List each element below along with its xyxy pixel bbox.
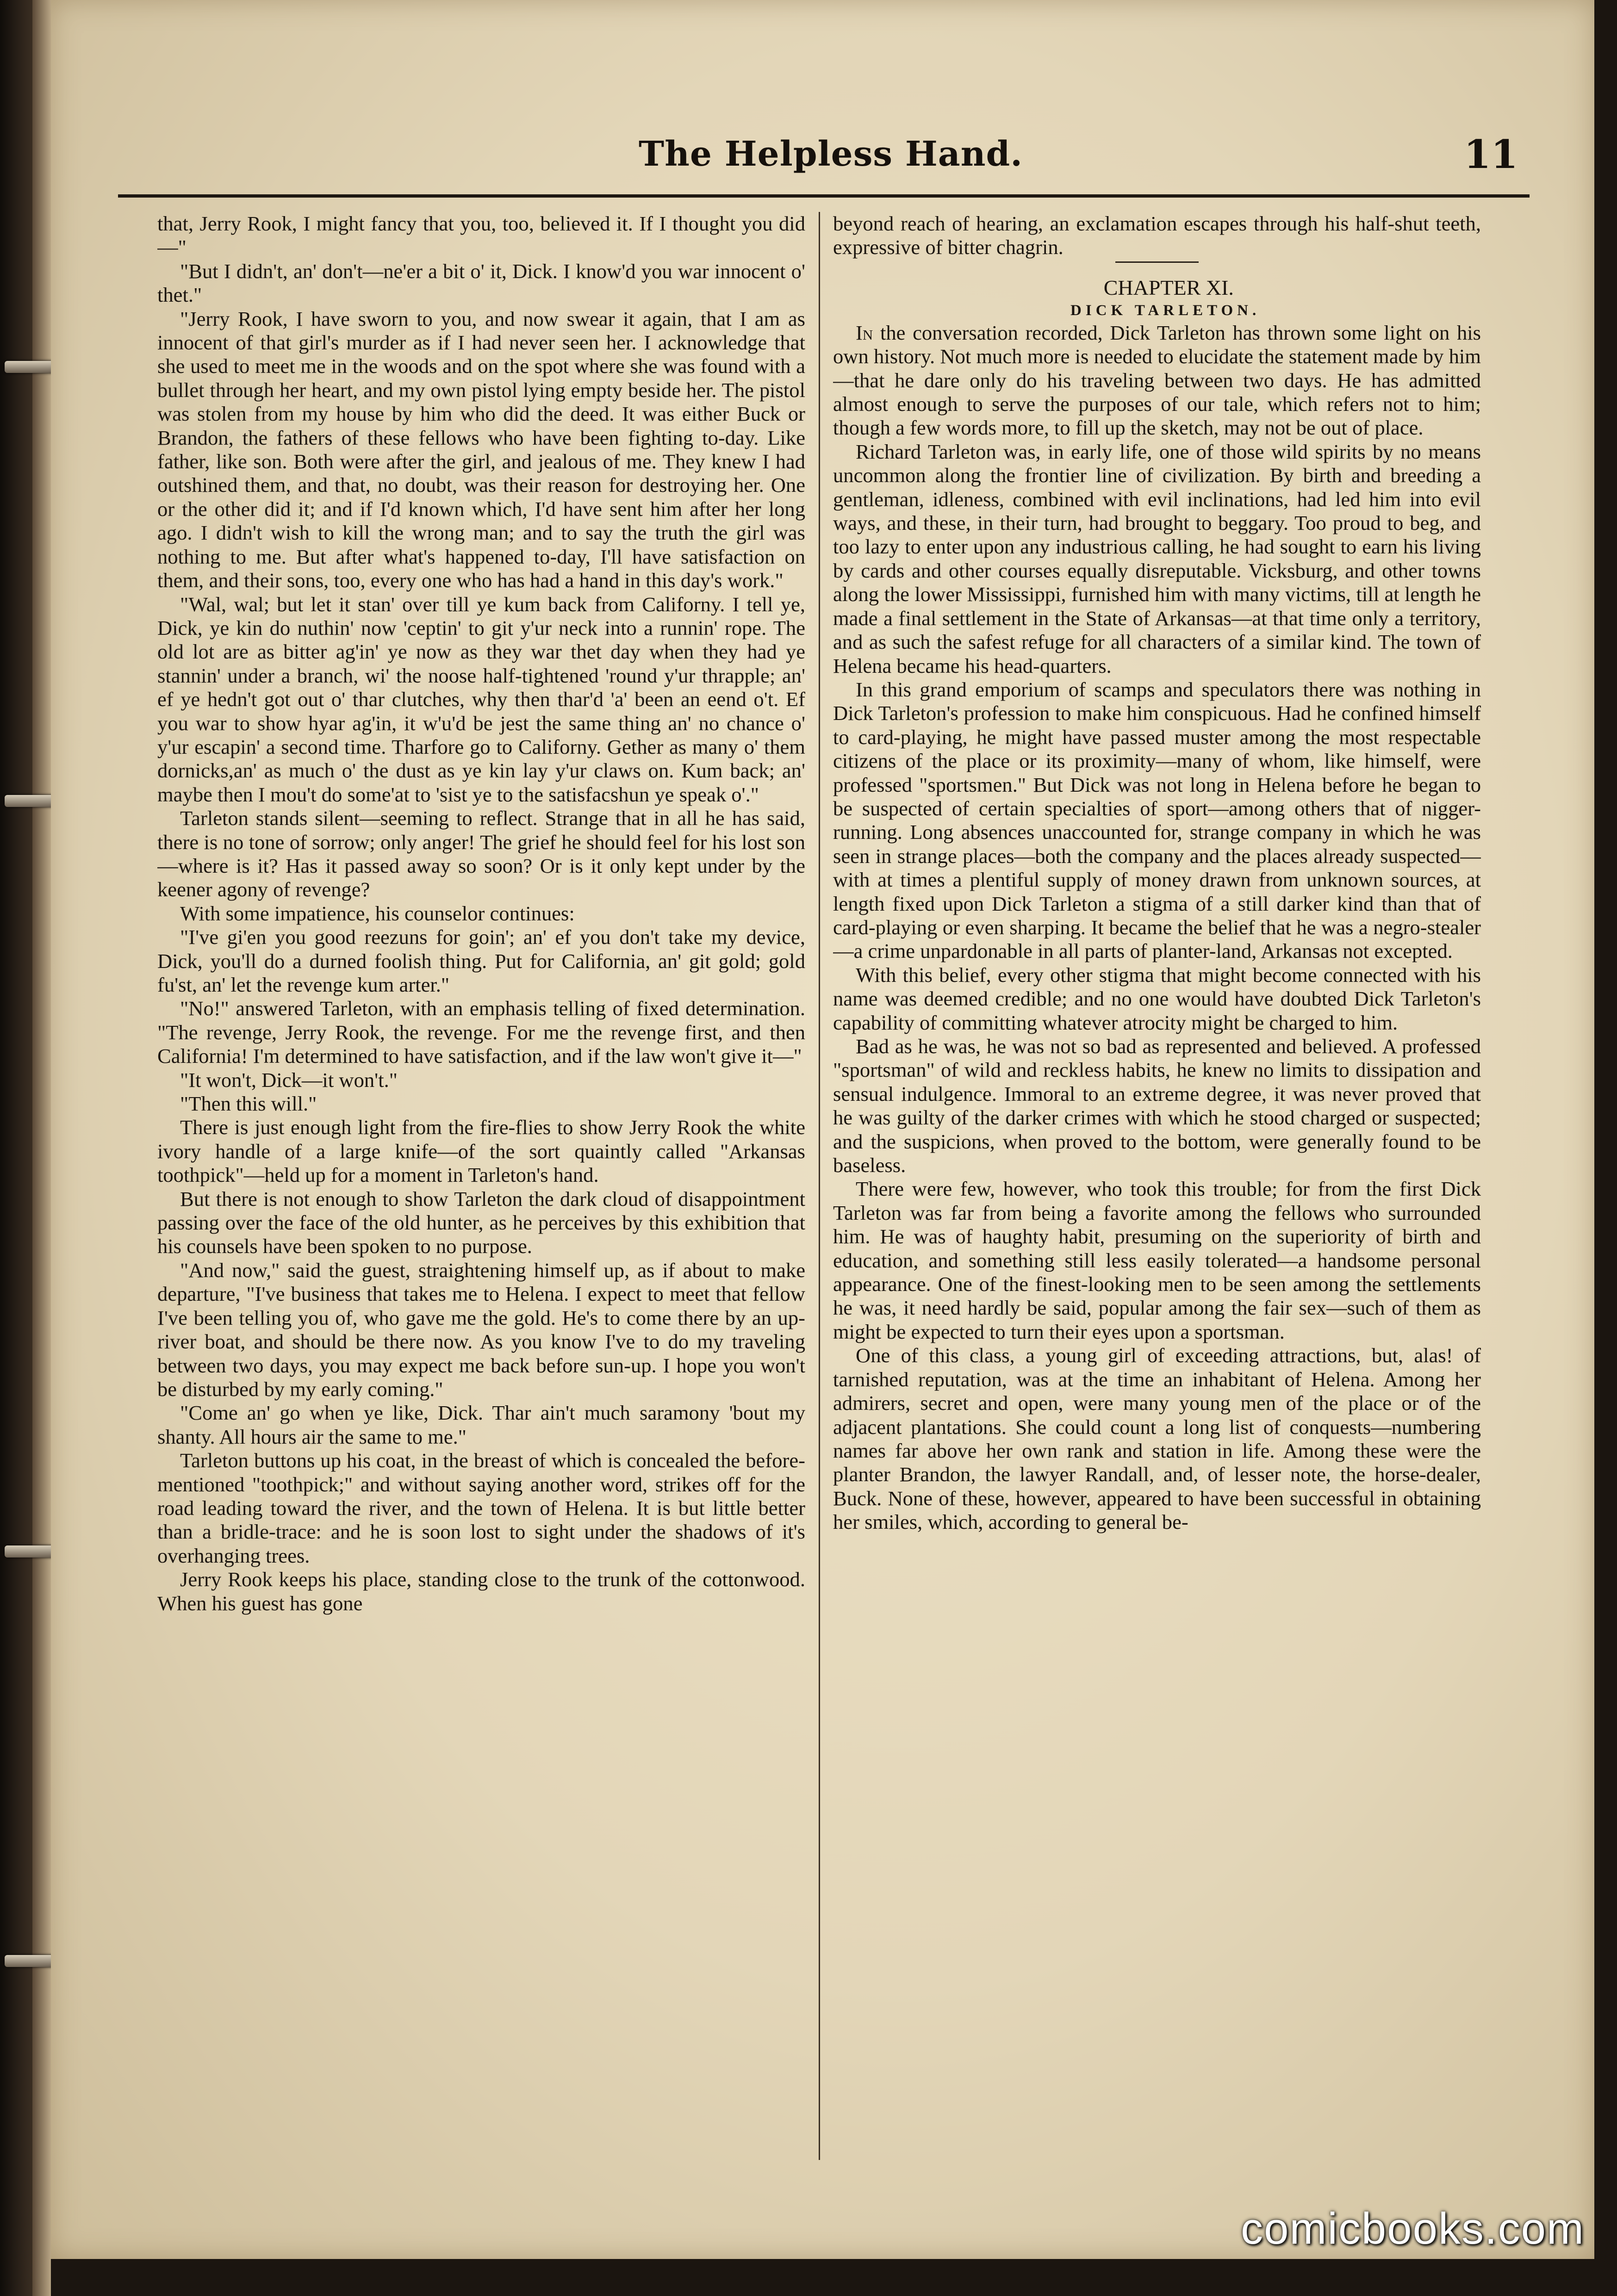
paragraph: Richard Tarleton was, in early life, one of those wild spirits by no means uncommon along the frontier line of civilization. By birth and breeding a gentleman, idleness, combined with evil inclinations, had led him into evil ways, and these, in their turn, had brought to beggary. Too proud to beg, and too lazy to enter upon any industrious calling, he had sought to earn his living by cards and other courses equally disreputable. Vicksburg, and other towns along the lower Mississippi, furnished him with many victims, till at length he made a final settlement in the State of Arkansas—at that time only a territory, and as such the safest refuge for all characters of a similar kind. The town of Helena became his head-quarters. (833, 440, 1481, 677)
paragraph: One of this class, a young girl of exceeding attractions, but, alas! of tarnished reputation, was at the time an inhabitant of Helena. Among her admirers, secret and open, were many young men of the place or of the adjacent plantations. She could count a long list of conquests—numbering names far above her own rank and station in life. Among these were the planter Brandon, the lawyer Randall, and, of lesser note, the horse-dealer, Buck. None of these, however, appeared to have been successful in obtaining her smiles, which, according to general be- (833, 1344, 1481, 1534)
paragraph: "But I didn't, an' don't—ne'er a bit o' it, Dick. I know'd you war innocent o' thet." (157, 259, 805, 307)
running-title: The Helpless Hand. (639, 134, 1023, 174)
paragraph: Tarleton stands silent—seeming to reflect. Strange that in all he has said, there is no tone of sorrow; only anger! The grief he should feel for his lost son—where is it? Has it passed away so soon? Or is it only kept under by the keener agony of revenge? (157, 807, 805, 901)
site-watermark: comicbooks.com (1241, 2204, 1585, 2253)
section-rule (1115, 261, 1199, 263)
paragraph: "Then this will." (180, 1092, 317, 1116)
chapter-first-word: In (856, 321, 873, 344)
paragraph: In this grand emporium of scamps and speculators there was nothing in Dick Tarleton's profession to make him conspicuous. Had he confined himself to card-playing, he might have passed muster among the most respectable citizens of the place or its proximity—many of whom, like himself, were professed "sportsmen." But Dick was not long in Helena before he began to be suspected of certain specialties of sport—among others that of nigger-running. Long absences unaccounted for, strange company in which he was seen in strange places—both the company and the places already suspected—with at times a plentiful supply of money drawn from unknown sources, at length fixed upon Dick Tarleton a stigma of a still darker kind than that of card-playing or even sharping. It became the belief that he was a negro-stealer—a crime unpardonable in all parts of planter-land, Arkansas not excepted. (833, 677, 1481, 963)
paragraph: But there is not enough to show Tarleton the dark cloud of disappointment passing over the face of the old hunter, as he perceives by this exhibition that his counsels have been spoken to no purpose. (157, 1187, 805, 1258)
paragraph: beyond reach of hearing, an exclamation escapes through his half-shut teeth, expressive of bitter chagrin. (833, 212, 1481, 259)
chapter-title: CHAPTER XI. (1103, 275, 1234, 299)
paragraph: Bad as he was, he was not so bad as represented and believed. A professed "sportsman" of wild and reckless habits, he knew no limits to dissipation and sensual indulgence. Immoral to an extreme degree, it was never proved that he was guilty of the darker crimes with which he stood charged or suspected; and the suspicions, when proved to the bottom, were generally found to be baseless. (833, 1035, 1481, 1177)
page-header (111, 130, 1527, 194)
right-text-column (833, 212, 1481, 2155)
paragraph: There is just enough light from the fire-flies to show Jerry Rook the white ivory handle of a large knife—of the sort quaintly called "Arkansas toothpick"—held up for a moment in Tarleton's hand. (157, 1116, 805, 1187)
header-rule (118, 194, 1530, 198)
paragraph: Tarleton buttons up his coat, in the breast of which is concealed the before-mentioned "toothpick;" and without saying another word, strikes off for the road leading toward the river, and the town of Helena. It is but little better than a bridle-trace: and he is soon lost to sight under the shadows of it's overhanging trees. (157, 1449, 805, 1567)
paragraph: With this belief, every other stigma that might become connected with his name was deemed credible; and no one would have doubted Dick Tarleton's capability of committing whatever atrocity might be charged to him. (833, 963, 1481, 1034)
paragraph: "Jerry Rook, I have sworn to you, and now swear it again, that I am as innocent of that girl's murder as if I had never seen her. I acknowledge that she used to meet me in the woods and on the spot where she was found with a bullet through her heart, and my own pistol lying empty beside her. The pistol was stolen from my house by him who did the deed. It was either Buck or Brandon, the fathers of these fellows who have been fighting to-day. Like father, like son. Both were after the girl, and jealous of me. They knew I had outshined them, and that, no doubt, was their reason for destroying her. One or the other did it; and if I'd known which, I'd have sent him after her long ago. I didn't wish to kill the wrong man; and to say the truth the girl was nothing to me. But after what's happened to-day, I'll have satisfaction on them, and their sons, too, every one who has had a hand in this day's work." (157, 307, 805, 592)
chapter-opening-text: the conversation recorded, Dick Tarleton has thrown some light on his own history. Not much more is needed to elucidate the statement made by him—that he dare only do his traveling between two days. He has admitted almost enough to serve the purposes of our tale, which refers not to him; though a few words more, to fill up the sketch, may not be out of place. (833, 321, 1481, 440)
column-divider (819, 212, 820, 2160)
paragraph: Jerry Rook keeps his place, standing close to the trunk of the cottonwood. When his guest has gone (157, 1568, 805, 1615)
paragraph: "No!" answered Tarleton, with an emphasis telling of fixed determination. "The revenge, Jerry Rook, the revenge. For me the revenge first, and then California! I'm determined to have satisfaction, and if the law won't give it—" (157, 997, 805, 1068)
paragraph: "And now," said the guest, straightening himself up, as if about to make departure, "I've business that takes me to Helena. I expect to meet that fellow I've been telling you of, who gave me the gold. He's to come there by an up-river boat, and should be there now. As you know I've to do my traveling between two days, you may expect me back before sun-up. I hope you won't be disturbed by my early coming." (157, 1258, 805, 1401)
paragraph: "Wal, wal; but let it stan' over till ye kum back from Californy. I tell ye, Dick, ye kin do nuthin' now 'ceptin' to git y'ur neck into a runnin' rope. The old lot are as bitter ag'in' ye now as they war thet day when they had ye stannin' under a branch, wi' the noose half-tightened 'round y'ur thrapple; an' ef ye hedn't got out o' thar clutches, why then thar'd 'a' been an eend o't. Ef you war to show hyar ag'in, it w'u'd be jest the same thing an' no chance o' y'ur escapin' a second time. Tharfore go to Californy. Gether as many o' them dornicks,an' as much o' the dust as ye kin lay y'ur claws on. Kum back; an' maybe then I mou't do some'at to 'sist ye to the satisfacshun ye speak o'." (157, 592, 805, 806)
left-text-column (157, 212, 805, 2155)
paragraph: With some impatience, his counselor continues: (180, 901, 575, 925)
paragraph: that, Jerry Rook, I might fancy that you, too, believed it. If I thought you did—" (157, 212, 805, 259)
book-binding (0, 0, 32, 2296)
chapter-opening-paragraph (833, 321, 1481, 440)
page-spine-edge (32, 0, 51, 2296)
paragraph: "Come an' go when ye like, Dick. Thar ain't much saramony 'bout my shanty. All hours air the same to me." (157, 1401, 805, 1448)
page-number: 11 (1464, 131, 1518, 177)
paragraph: There were few, however, who took this trouble; for from the first Dick Tarleton was far from being a favorite among the fellows who surrounded him. He was of haughty habit, presuming on the superiority of birth and education, and something still less easily tolerated—a handsome personal appearance. One of the finest-looking men to be seen among the settlements he was, it need hardly be said, popular among the fair sex—such of them as might be expected to turn their eyes upon a sportsman. (833, 1177, 1481, 1343)
paragraph: "It won't, Dick—it won't." (180, 1068, 398, 1092)
paragraph: "I've gi'en you good reezuns for goin'; an' ef you don't take my device, Dick, you'll do a durned foolish thing. Put for California, an' git gold; gold fu'st, an' let the revenge kum arter." (157, 925, 805, 996)
chapter-subtitle: DICK TARLETON. (1070, 302, 1261, 319)
